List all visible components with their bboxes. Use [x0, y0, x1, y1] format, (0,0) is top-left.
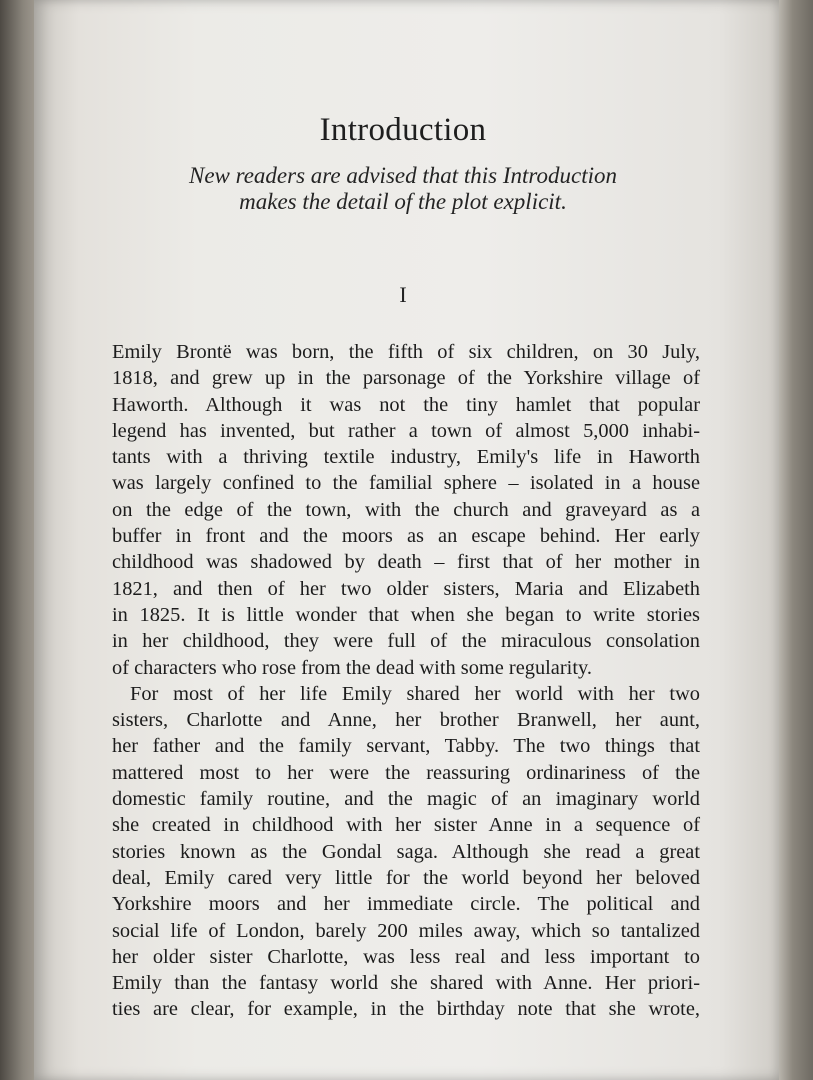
text-line: she created in childhood with her sister Anne in a sequence of	[112, 814, 700, 837]
spoiler-notice-line: makes the detail of the plot explicit.	[239, 189, 567, 214]
paragraph-2	[112, 681, 700, 1023]
text-line: in her childhood, they were full of the miraculous consolation	[112, 630, 700, 653]
spoiler-notice	[112, 163, 694, 215]
text-line: Emily Brontë was born, the fifth of six children, on 30 July,	[112, 341, 700, 363]
text-line: social life of London, barely 200 miles away, which so tantalized	[112, 919, 700, 942]
text-line: was largely confined to the familial sphere – isolated in a house	[112, 472, 700, 495]
text-line: buffer in front and the moors as an escape behind. Her early	[112, 525, 700, 548]
text-line: For most of her life Emily shared her world with her two	[130, 682, 700, 705]
spoiler-notice-line: New readers are advised that this Introduction	[188, 163, 617, 188]
text-line: of characters who rose from the dead with some regularity.	[112, 656, 592, 679]
text-line: mattered most to her were the reassuring ordinariness of the	[112, 761, 700, 784]
text-line: stories known as the Gondal saga. Although she read a great	[112, 840, 700, 863]
text-line: 1821, and then of her two older sisters, Maria and Elizabeth	[112, 577, 700, 600]
text-line: ties are clear, for example, in the birthday note that she wrote,	[112, 998, 700, 1021]
text-line: Yorkshire moors and her immediate circle. The political and	[112, 893, 700, 916]
page-title: Introduction	[319, 112, 487, 148]
text-line: her father and the family servant, Tabby. The two things that	[112, 735, 700, 758]
text-line: childhood was shadowed by death – first that of her mother in	[112, 551, 700, 574]
text-line: domestic family routine, and the magic of an imaginary world	[112, 788, 700, 811]
section-number: I	[399, 282, 407, 307]
text-line: in 1825. It is little wonder that when she began to write stories	[112, 603, 700, 626]
text-line: 1818, and grew up in the parsonage of the Yorkshire village of	[112, 367, 700, 390]
text-line: Haworth. Although it was not the tiny hamlet that popular	[112, 393, 700, 416]
book-edge-right	[779, 0, 813, 1080]
body-text	[112, 339, 700, 1023]
text-line: sisters, Charlotte and Anne, her brother Branwell, her aunt,	[112, 709, 700, 732]
text-line: on the edge of the town, with the church and graveyard as a	[112, 498, 700, 521]
text-line: legend has invented, but rather a town of almost 5,000 inhabi-	[112, 419, 700, 442]
paragraph-1	[112, 339, 700, 681]
text-line: Emily than the fantasy world she shared with Anne. Her priori-	[112, 972, 700, 995]
reverse-side-bleed-through	[110, 28, 700, 54]
text-line: her older sister Charlotte, was less real and less important to	[112, 945, 700, 968]
text-line: tants with a thriving textile industry, Emily's life in Haworth	[112, 446, 700, 469]
text-line: deal, Emily cared very little for the world beyond her beloved	[112, 866, 700, 889]
